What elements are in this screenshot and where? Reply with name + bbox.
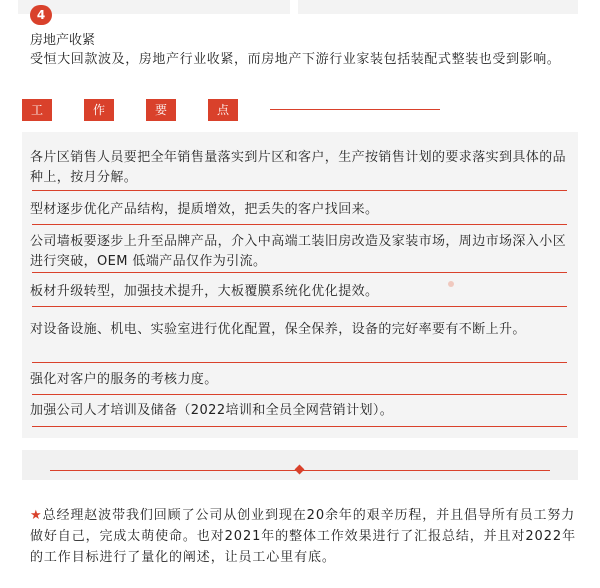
section-body: 受恒大回款波及，房地产行业收紧，而房地产下游行业家装包括装配式整装也受到影响。 bbox=[30, 52, 561, 67]
summary-text: 总经理赵波带我们回顾了公司从创业到现在20余年的艰辛历程，并且倡导所有员工努力做好自己，完成太萌使命。也对2021年的整体工作效果进行了汇报总结，并且对2022年的工作目标进行了量化的阐述，让员工心里有底。 bbox=[30, 508, 576, 565]
section-title: 房地产收紧 bbox=[30, 33, 96, 48]
work-point: 强化对客户的服务的考核力度。 bbox=[30, 372, 218, 387]
work-point: 各片区销售人员要把全年销售量落实到片区和客户，生产按销售计划的要求落实到具体的品种上，按月分解。 bbox=[30, 150, 567, 185]
star-icon: ★ bbox=[30, 508, 43, 523]
heading-divider bbox=[270, 109, 440, 110]
heading-char: 工 bbox=[22, 99, 52, 121]
summary-paragraph bbox=[30, 505, 578, 568]
work-point: 板材升级转型，加强技术提升，大板覆膜系统化优化提效。 bbox=[30, 284, 379, 299]
section-number-badge: 4 bbox=[30, 5, 52, 25]
point-separator bbox=[32, 190, 567, 191]
top-decor-gap bbox=[290, 0, 298, 14]
point-separator bbox=[32, 394, 567, 395]
point-separator bbox=[32, 362, 567, 363]
heading-char: 作 bbox=[84, 99, 114, 121]
work-point: 加强公司人才培训及储备（2022培训和全员全网营销计划）。 bbox=[30, 403, 394, 418]
heading-char: 点 bbox=[208, 99, 238, 121]
top-decor-bar bbox=[18, 0, 578, 14]
work-points-heading bbox=[22, 99, 442, 121]
point-separator bbox=[32, 272, 567, 273]
work-point: 公司墙板要逐步上升至品牌产品，介入中高端工装旧房改造及家装市场，周边市场深入小区进行突破，OEM 低端产品仅作为引流。 bbox=[30, 234, 567, 269]
work-point: 对设备设施、机电、实验室进行优化配置，保全保养，设备的完好率要有不断上升。 bbox=[30, 322, 526, 337]
point-separator bbox=[32, 224, 567, 225]
work-point: 型材逐步优化产品结构，提质增效，把丢失的客户找回来。 bbox=[30, 202, 379, 217]
point-separator bbox=[32, 306, 567, 307]
heading-char: 要 bbox=[146, 99, 176, 121]
point-separator bbox=[32, 426, 567, 427]
